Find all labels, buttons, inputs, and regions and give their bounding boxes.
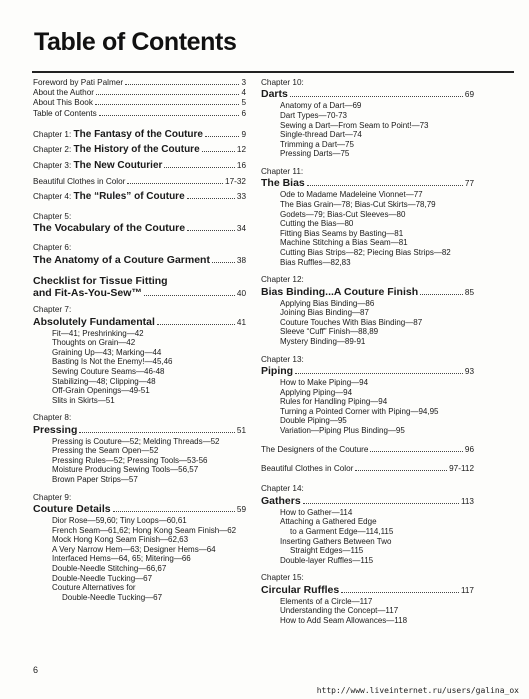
chapter-label: Chapter 5: (33, 211, 72, 221)
list-item: Double-Needle Stitching—66,67 (52, 564, 167, 574)
list-item: Double-layer Ruffles—115 (280, 555, 374, 565)
list-item: Anatomy of a Dart—69 (280, 101, 362, 111)
toc-beautiful-clothes: Beautiful Clothes in Color 17-32 (33, 176, 246, 186)
list-item: Ode to Madame Madeleine Vionnet—77 (280, 190, 423, 200)
list-item: Rules for Handling Piping—94 (280, 397, 388, 407)
list-item: Pressing Darts—75 (280, 149, 350, 159)
toc-designers: The Designers of the Couture 96 (261, 445, 474, 455)
list-item: Cutting Bias Strips—82; Piecing Bias Strips—82 (280, 247, 451, 257)
list-item: Straight Edges—115 (290, 546, 364, 556)
chapter-label: Chapter 9: (33, 492, 72, 502)
list-item: Mock Hong Kong Seam Finish—62,63 (52, 535, 189, 545)
chapter-label: Chapter 10: (261, 78, 304, 87)
list-item: Brown Paper Strips—57 (52, 475, 138, 485)
toc-entry: Table of Contents 6 (33, 108, 246, 118)
list-item: Godets—79; Bias-Cut Sleeves—80 (280, 209, 406, 219)
list-item: Couture Alternatives for (52, 583, 136, 593)
toc-entry: Foreword by Pati Palmer 3 (33, 78, 246, 87)
list-item: Applying Piping—94 (280, 387, 353, 397)
list-item: Sewing Couture Seams—46-48 (52, 366, 165, 376)
chapter-label: Chapter 6: (33, 243, 72, 253)
toc-chapter-2: Chapter 2: The History of the Couture 12 (33, 143, 246, 155)
list-item: Double Piping—95 (280, 416, 347, 426)
list-item: Cutting the Bias—80 (280, 219, 354, 229)
toc-chapter-6: The Anatomy of a Couture Garment 38 (33, 253, 246, 266)
list-item: Slits in Skirts—51 (52, 395, 115, 405)
list-item: Sleeve “Cuff” Finish—88,89 (280, 327, 379, 337)
list-item: Machine Stitching a Bias Seam—81 (280, 238, 408, 248)
list-item: How to Make Piping—94 (280, 377, 369, 387)
chapter-label: Chapter 14: (261, 484, 304, 494)
right-column (261, 78, 474, 626)
list-item: How to Add Seam Allowances—118 (280, 616, 408, 626)
list-item: Single-thread Dart—74 (280, 130, 362, 140)
toc-entry: About the Author 4 (33, 88, 246, 98)
toc-chapter-11: The Bias 77 (261, 177, 474, 190)
list-item: French Seam—61,62; Hong Kong Seam Finish—62 (52, 525, 237, 535)
toc-chapter-5: The Vocabulary of the Couture 34 (33, 222, 246, 235)
list-item: Dior Rose—59,60; Tiny Loops—60,61 (52, 516, 187, 526)
list-item: Fitting Bias Seams by Basting—81 (280, 228, 404, 238)
list-item: Thoughts on Grain—42 (52, 338, 136, 348)
list-item: Graining Up—43; Marking—44 (52, 347, 162, 357)
list-item: Basting Is Not the Enemy!—45,46 (52, 357, 173, 367)
list-item: Interfaced Hems—64, 65; Mitering—66 (52, 554, 191, 564)
list-item: Double-Needle Tucking—67 (52, 573, 153, 583)
list-item: Stabilizing—48; Clipping—48 (52, 376, 156, 386)
toc-chapter-14: Gathers 113 (261, 494, 474, 507)
list-item: Elements of a Circle—117 (280, 596, 373, 606)
chapter-label: Chapter 15: (261, 573, 304, 583)
toc-chapter-4: Chapter 4: The “Rules” of Couture 33 (33, 190, 246, 202)
chapter-label: Chapter 8: (33, 413, 72, 423)
toc-chapter-1: Chapter 1: The Fantasy of the Couture 9 (33, 128, 246, 140)
left-column (33, 78, 246, 602)
list-item: Inserting Gathers Between Two (280, 536, 392, 546)
toc-chapter-8: Pressing 51 (33, 423, 246, 436)
list-item: A Very Narrow Hem—63; Designer Hems—64 (52, 544, 216, 554)
list-item: Off-Grain Openings—49-51 (52, 386, 150, 396)
title-rule (32, 71, 514, 73)
list-item: Sewing a Dart—From Seam to Point!—73 (280, 120, 429, 130)
toc-chapter-9: Couture Details 59 (33, 503, 246, 516)
chapter-label: Chapter 11: (261, 166, 304, 176)
toc-chapter-13: Piping 93 (261, 364, 474, 377)
list-item: Pressing Rules—52; Pressing Tools—53-56 (52, 455, 208, 465)
toc-chapter-12: Bias Binding...A Couture Finish 85 (261, 285, 474, 298)
list-item: Couture Touches With Bias Binding—87 (280, 317, 423, 327)
list-item: Pressing the Seam Open—52 (52, 446, 159, 456)
chapter-label: Chapter 7: (33, 305, 72, 315)
toc-chapter-10: Darts 69 (261, 88, 474, 101)
list-item: Variation—Piping Plus Binding—95 (280, 425, 405, 435)
toc-beautiful-clothes-2: Beautiful Clothes in Color 97-112 (261, 464, 474, 474)
list-item: Fit—41; Preshrinking—42 (52, 328, 144, 338)
toc-chapter-7: Absolutely Fundamental 41 (33, 315, 246, 328)
list-item: Understanding the Concept—117 (280, 606, 399, 616)
list-item: Trimming a Dart—75 (280, 139, 354, 149)
toc-entry: About This Book 5 (33, 98, 246, 108)
list-item: Joining Bias Binding—87 (280, 308, 369, 318)
chapter-label: Chapter 13: (261, 354, 304, 364)
list-item: Attaching a Gathered Edge (280, 517, 377, 527)
list-item: Pressing is Couture—52; Melding Threads—52 (52, 436, 220, 446)
chapter-label: Chapter 12: (261, 275, 304, 285)
page-number: 6 (33, 665, 39, 675)
list-item: Dart Types—70-73 (280, 111, 347, 120)
watermark-url: http://www.liveinternet.ru/users/galina_ox (316, 686, 519, 695)
list-item: Bias Ruffles—82,83 (280, 257, 351, 267)
toc-chapter-3: Chapter 3: The New Couturier 16 (33, 159, 246, 171)
list-item: Turning a Pointed Corner with Piping—94,95 (280, 406, 439, 416)
toc-chapter-15: Circular Ruffles 117 (261, 583, 474, 596)
list-item: to a Garment Edge—114,115 (290, 527, 394, 537)
toc-checklist-line1: Checklist for Tissue Fitting (33, 274, 168, 287)
list-item: The Bias Grain—78; Bias-Cut Skirts—78,79 (280, 199, 436, 209)
page-title: Table of Contents (34, 28, 237, 56)
list-item: Mystery Binding—89-91 (280, 336, 366, 346)
list-item: Double-Needle Tucking—67 (62, 592, 163, 602)
list-item: Applying Bias Binding—86 (280, 298, 375, 308)
list-item: Moisture Producing Sewing Tools—56,57 (52, 465, 199, 475)
toc-checklist: and Fit-As-You-Sew™ 40 (33, 287, 246, 300)
list-item: How to Gather—114 (280, 507, 353, 517)
